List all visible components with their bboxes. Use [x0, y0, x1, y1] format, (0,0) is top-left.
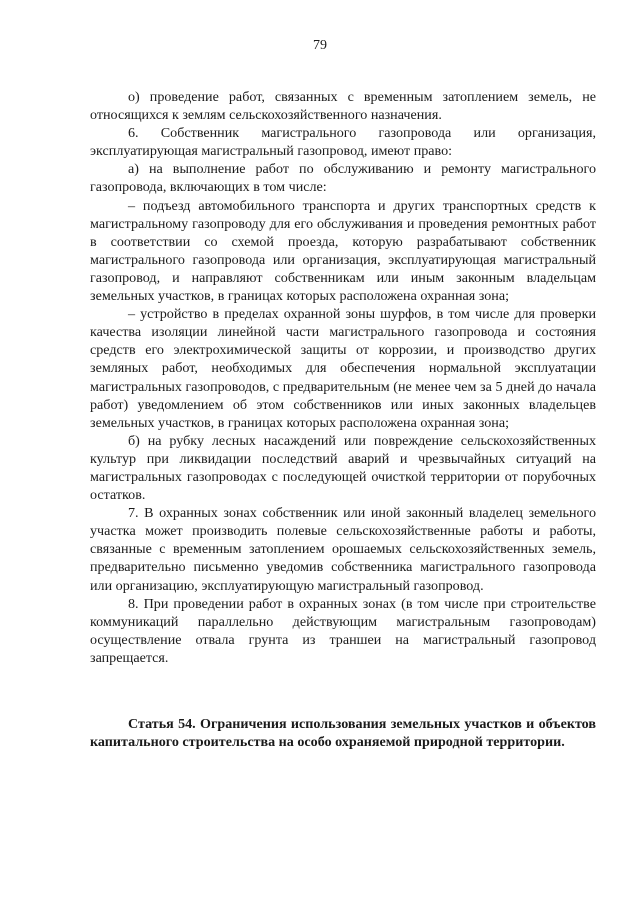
- body-text: [90, 88, 596, 667]
- page-number: 79: [313, 38, 327, 53]
- paragraph-dash-pits: – устройство в пределах охранной зоны шурфов, в том числе для проверки качества изоляции линейной части магистрального газопровода и состояния средств его электрохимической защиты от коррозии, и производство других земляных работ, необходимых для обеспечения нормальной эксплуатации магистральных газопроводов, с предварительным (не менее чем за 5 дней до начала работ) уведомлением об этом собственников или иных законных владельцев земельных участков, в границах которых расположена охранная зона;: [90, 306, 596, 431]
- paragraph-6: 6. Собственник магистрального газопровода или организация, эксплуатирующая магистральный газопровод, имеют право:: [90, 125, 596, 160]
- paragraph-8: 8. При проведении работ в охранных зонах (в том числе при строительстве коммуникаций параллельно действующим магистральным газопроводам) осуществление отвала грунта из траншеи на магистральный газопровод запрещается.: [90, 595, 596, 666]
- paragraph-dash-access-road: – подъезд автомобильного транспорта и других транспортных средств к магистральному газопроводу для его обслуживания и проведения ремонтных работ в соответствии со схемой проезда, которую разрабатывают собственник магистрального газопровода или организация, эксплуатирующая магистральный газопровод, и направляют собственникам или иным законным владельцам земельных участков, в границах которых расположена охранная зона;: [90, 197, 596, 305]
- paragraph-subitem-b: б) на рубку лесных насаждений или повреждение сельскохозяйственных культур при ликвидации последствий аварий и чрезвычайных ситуаций на магистральных газопроводах с последующей очисткой территории от порубочных остатков.: [90, 432, 596, 504]
- paragraph-item-o: о) проведение работ, связанных с временным затоплением земель, не относящихся к землям сельскохозяйственного назначения.: [90, 89, 596, 124]
- article-heading: Статья 54. Ограничения использования земельных участков и объектов капитального строительства на особо охраняемой природной территории.: [90, 716, 596, 751]
- paragraph-subitem-a: а) на выполнение работ по обслуживанию и ремонту магистрального газопровода, включающих в том числе:: [90, 161, 596, 196]
- paragraph-7: 7. В охранных зонах собственник или иной законный владелец земельного участка может производить полевые сельскохозяйственные работы и работы, связанные с временным затоплением орошаемых сельскохозяйственных земель, предварительно письменно уведомив собственника магистрального газопровода или организацию, эксплуатирующую магистральный газопровод.: [90, 505, 596, 594]
